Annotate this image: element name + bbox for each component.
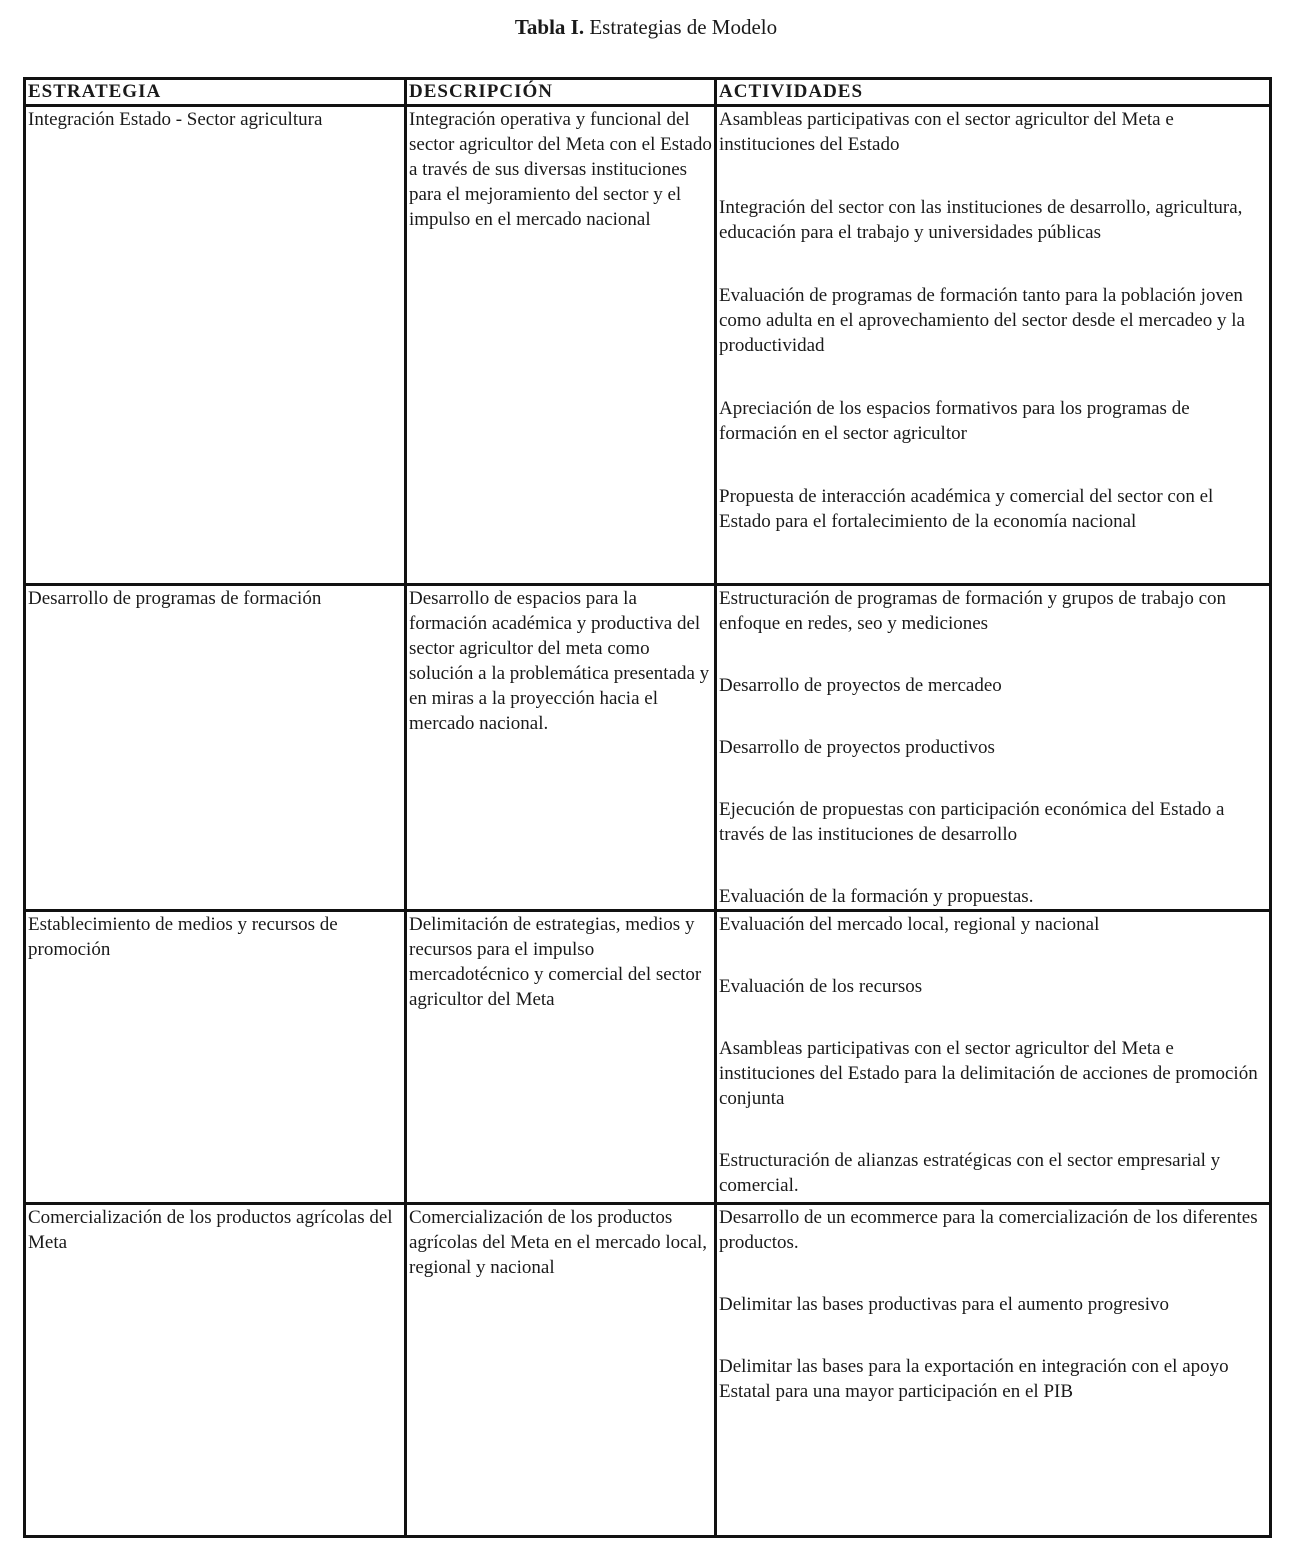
strategies-table bbox=[23, 77, 1272, 1538]
cell-estrategia: Establecimiento de medios y recursos de promoción bbox=[25, 911, 406, 1204]
activity-item: Delimitar las bases productivas para el aumento progresivo bbox=[719, 1294, 1170, 1315]
header-actividades: ACTIVIDADES bbox=[716, 79, 1271, 106]
activity-item: Delimitar las bases para la exportación en integración con el apoyo Estatal para una mayor participación en el PIB bbox=[719, 1356, 1229, 1402]
cell-actividades bbox=[716, 1204, 1271, 1537]
activity-item: Evaluación de programas de formación tanto para la población joven como adulta en el aprovechamiento del sector desde el mercadeo y la productividad bbox=[719, 285, 1245, 356]
table-row bbox=[25, 1204, 1271, 1537]
caption-text: Estrategias de Modelo bbox=[589, 15, 778, 39]
cell-actividades bbox=[716, 911, 1271, 1204]
cell-estrategia: Desarrollo de programas de formación bbox=[25, 585, 406, 911]
cell-estrategia: Comercialización de los productos agrícolas del Meta bbox=[25, 1204, 406, 1537]
activity-item: Desarrollo de un ecommerce para la comercialización de los diferentes productos. bbox=[719, 1207, 1258, 1253]
header-estrategia: ESTRATEGIA bbox=[25, 79, 406, 106]
header-descripcion: DESCRIPCIÓN bbox=[406, 79, 716, 106]
cell-actividades bbox=[716, 585, 1271, 911]
activity-item: Evaluación de los recursos bbox=[719, 976, 923, 997]
activity-item: Estructuración de alianzas estratégicas con el sector empresarial y comercial. bbox=[719, 1150, 1221, 1196]
activity-item: Evaluación de la formación y propuestas. bbox=[719, 886, 1034, 907]
table-row bbox=[25, 911, 1271, 1204]
table-row bbox=[25, 585, 1271, 911]
cell-descripcion: Delimitación de estrategias, medios y recursos para el impulso mercadotécnico y comercial del sector agricultor del Meta bbox=[406, 911, 716, 1204]
activity-item: Propuesta de interacción académica y comercial del sector con el Estado para el fortalecimiento de la economía nacional bbox=[719, 486, 1214, 532]
cell-descripcion: Desarrollo de espacios para la formación académica y productiva del sector agricultor del meta como solución a la problemática presentada y en miras a la proyección hacia el mercado nacional. bbox=[406, 585, 716, 911]
activity-item: Integración del sector con las instituciones de desarrollo, agricultura, educación para el trabajo y universidades públicas bbox=[719, 197, 1243, 243]
activity-item: Asambleas participativas con el sector agricultor del Meta e instituciones del Estado bbox=[719, 109, 1174, 155]
activity-item: Desarrollo de proyectos de mercadeo bbox=[719, 675, 1002, 696]
caption-label: Tabla I. bbox=[514, 15, 585, 39]
activity-item: Estructuración de programas de formación y grupos de trabajo con enfoque en redes, seo y mediciones bbox=[719, 588, 1227, 634]
activities-list bbox=[719, 912, 1267, 1198]
activities-list bbox=[719, 1205, 1267, 1404]
activity-item: Ejecución de propuestas con participación económica del Estado a través de las instituciones de desarrollo bbox=[719, 799, 1225, 845]
activity-item: Desarrollo de proyectos productivos bbox=[719, 737, 995, 758]
table-caption bbox=[0, 14, 1292, 40]
activity-item: Evaluación del mercado local, regional y nacional bbox=[719, 914, 1100, 935]
cell-descripcion: Comercialización de los productos agrícolas del Meta en el mercado local, regional y nacional bbox=[406, 1204, 716, 1537]
table-row bbox=[25, 106, 1271, 585]
table-header-row bbox=[25, 79, 1271, 106]
activity-item: Apreciación de los espacios formativos para los programas de formación en el sector agricultor bbox=[719, 398, 1190, 444]
activity-item: Asambleas participativas con el sector agricultor del Meta e instituciones del Estado para la delimitación de acciones de promoción conjunta bbox=[719, 1038, 1258, 1109]
cell-actividades bbox=[716, 106, 1271, 585]
activities-list bbox=[719, 586, 1267, 909]
cell-estrategia: Integración Estado - Sector agricultura bbox=[25, 106, 406, 585]
cell-descripcion: Integración operativa y funcional del sector agricultor del Meta con el Estado a través de sus diversas instituciones para el mejoramiento del sector y el impulso en el mercado nacional bbox=[406, 106, 716, 585]
activities-list bbox=[719, 107, 1267, 534]
